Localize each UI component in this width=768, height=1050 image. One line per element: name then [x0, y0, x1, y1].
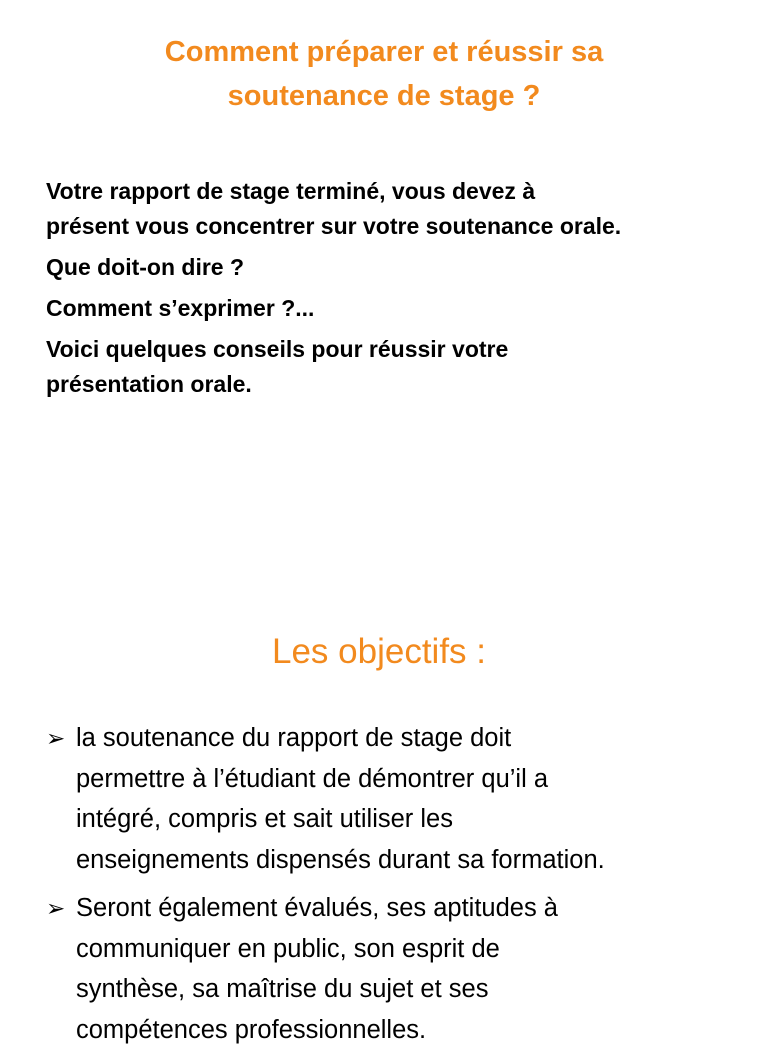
bullet-line: permettre à l’étudiant de démontrer qu’il a [76, 759, 746, 800]
list-item [46, 888, 746, 1050]
bullet-line: intégré, compris et sait utiliser les [76, 799, 746, 840]
bullet-line: communiquer en public, son esprit de [76, 929, 746, 970]
section-heading: Les objectifs : [0, 628, 758, 676]
intro-line: Comment s’exprimer ?... [46, 291, 761, 326]
list-item [46, 718, 746, 880]
intro-line: Voici quelques conseils pour réussir votre [46, 332, 761, 367]
intro-paragraph [46, 250, 761, 285]
intro-line: Votre rapport de stage terminé, vous devez à [46, 174, 761, 209]
intro-line: présentation orale. [46, 367, 761, 402]
intro-line: présent vous concentrer sur votre soutenance orale. [46, 209, 761, 244]
bullet-line: enseignements dispensés durant sa formation. [76, 840, 746, 881]
bullet-line: synthèse, sa maîtrise du sujet et ses [76, 969, 746, 1010]
slide-title-line: Comment préparer et réussir sa [0, 30, 768, 74]
slide-title [0, 30, 768, 118]
intro-text [46, 174, 761, 402]
arrow-bullet-icon: ➢ [46, 888, 65, 929]
intro-paragraph [46, 332, 761, 402]
intro-paragraph [46, 291, 761, 326]
intro-line: Que doit-on dire ? [46, 250, 761, 285]
arrow-bullet-icon: ➢ [46, 718, 65, 759]
bullet-line: la soutenance du rapport de stage doit [76, 718, 746, 759]
bullet-line: Seront également évalués, ses aptitudes à [76, 888, 746, 929]
slide-title-line: soutenance de stage ? [0, 74, 768, 118]
intro-paragraph [46, 174, 761, 244]
bullet-line: compétences professionnelles. [76, 1010, 746, 1050]
objectives-list [46, 718, 746, 1050]
